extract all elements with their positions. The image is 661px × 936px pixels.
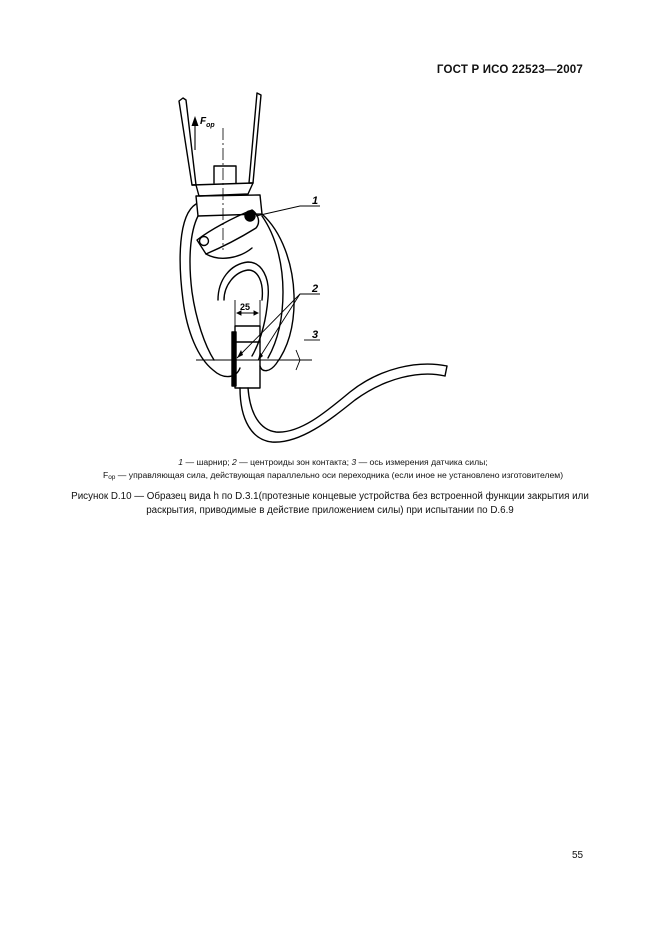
force-label: $F_{op}$: [200, 116, 215, 129]
hook-outer-finger: [180, 204, 294, 377]
force-sensor: [232, 326, 260, 388]
adapter-nut: [214, 166, 236, 183]
figure-caption: Рисунок D.10 — Образец вида h по D.3.1(протезные концевые устройства без встроенной функции закрытия или раскрытия, приводимые в действие приложением силы) при испытании по D.6.9: [71, 491, 589, 516]
legend-line-1: 1 — шарнир; 2 — центроиды зон контакта; 3 — ось измерения датчика силы;: [178, 457, 488, 467]
force-arrow-icon: [192, 116, 199, 150]
leader-2b: [258, 294, 300, 360]
legend-line-2: $F_{op}$ — управляющая сила, действующая параллельно оси переходника (если иное не установлено изготовителем): [102, 469, 564, 481]
adapter-socket: [179, 93, 261, 196]
callout-1: 1: [312, 195, 319, 207]
callout-3: 3: [312, 329, 319, 341]
leader-1: [256, 206, 320, 216]
dimension-label: 25: [240, 302, 251, 312]
page-number: 55: [572, 850, 584, 861]
document-code: ГОСТ Р ИСО 22523—2007: [436, 64, 583, 76]
callout-2: 2: [312, 283, 319, 295]
sensor-cable: [240, 364, 447, 442]
figure-legend: [60, 456, 606, 484]
force-label-subscript: op: [206, 122, 215, 129]
